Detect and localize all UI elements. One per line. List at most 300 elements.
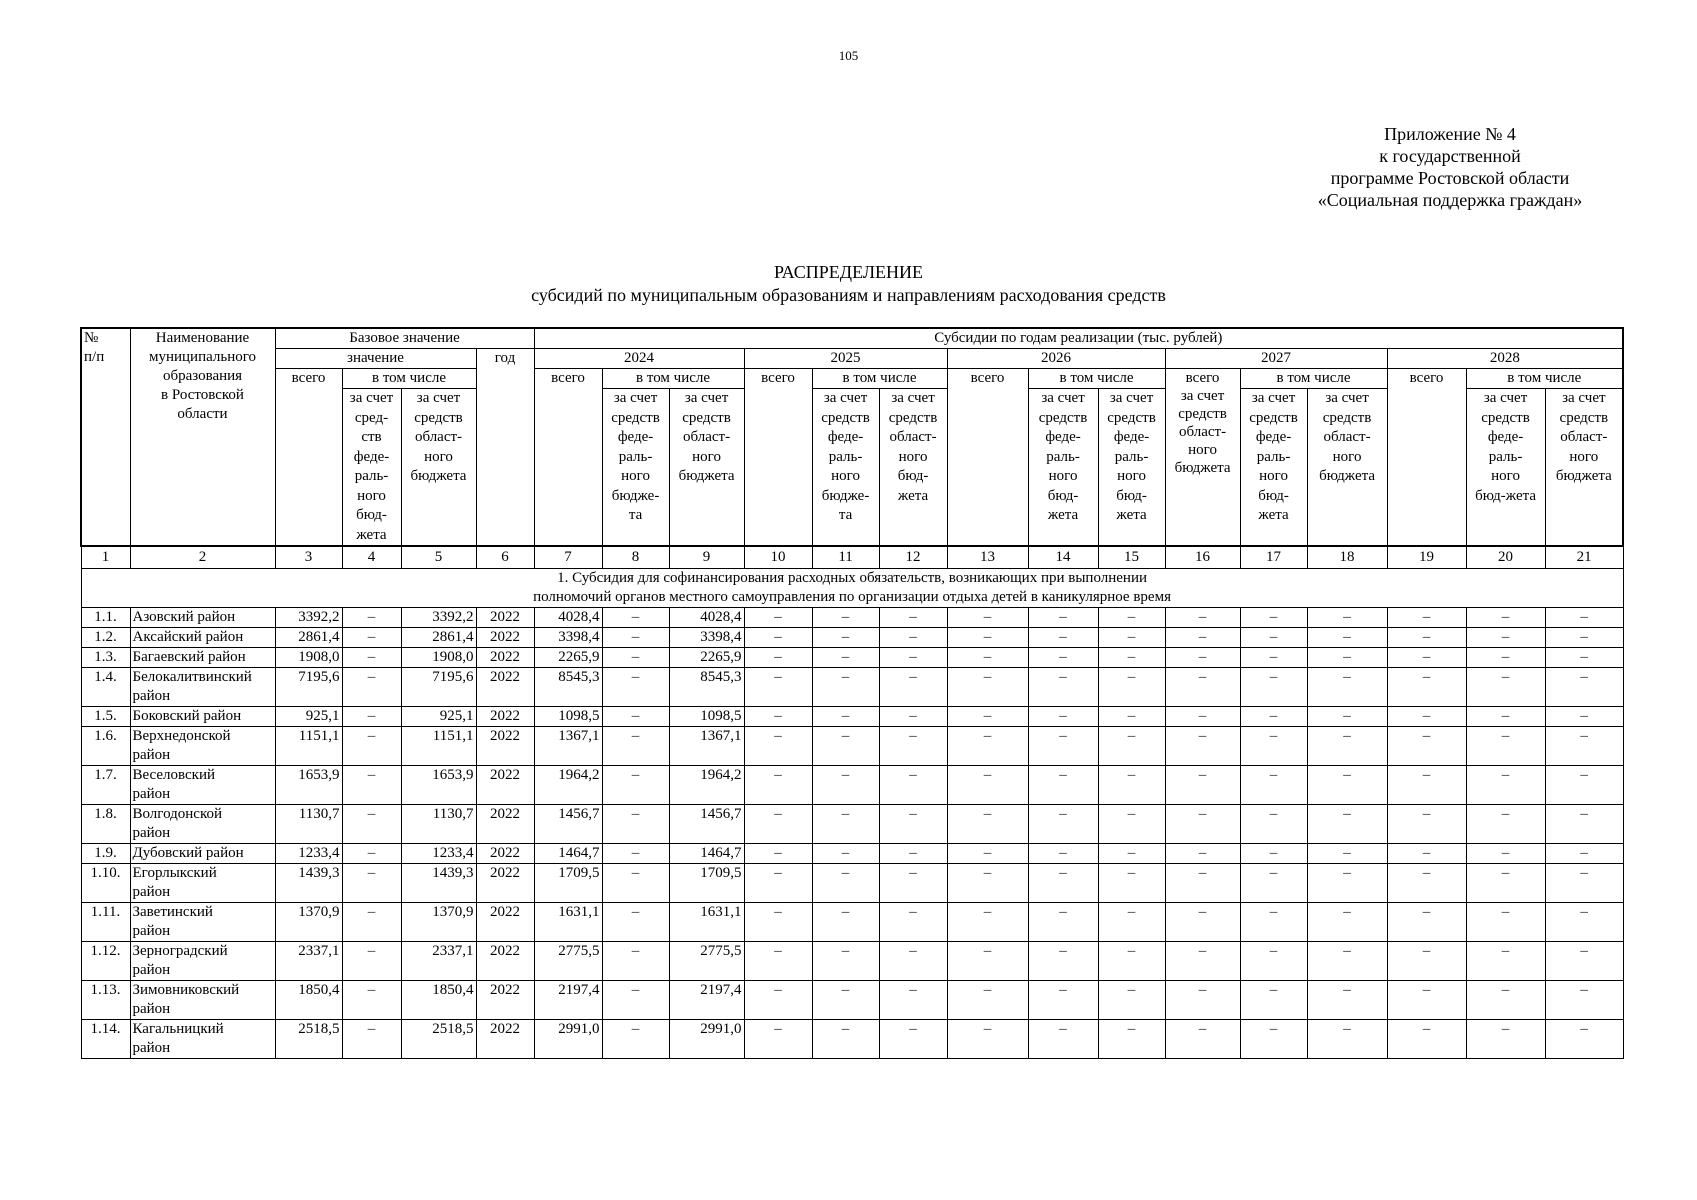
base-year: 2022 <box>476 942 534 981</box>
title-subtitle: субсидий по муниципальным образованиям и направлениям расходования средств <box>531 285 1166 305</box>
empty-value-cell: – <box>1387 903 1466 942</box>
empty-value-cell: – <box>744 668 812 707</box>
column-number: 9 <box>669 546 744 569</box>
municipality-name <box>130 668 275 707</box>
header-including: в том числе <box>342 369 476 389</box>
municipality-name <box>130 844 275 864</box>
header-year-2027: 2027 <box>1165 349 1387 369</box>
empty-value-cell: – <box>812 727 879 766</box>
empty-value-cell: – <box>812 864 879 903</box>
empty-value-cell: – <box>1466 1020 1545 1059</box>
empty-value-cell: – <box>1240 707 1307 727</box>
empty-value-cell: – <box>1028 608 1098 628</box>
table-row <box>81 707 1623 727</box>
base-value-federal: – <box>342 668 401 707</box>
base-value-regional: 1850,4 <box>401 981 476 1020</box>
subsidy-2024-federal: – <box>602 981 669 1020</box>
subsidy-2024-federal: – <box>602 864 669 903</box>
header-including: в том числе <box>1028 369 1165 389</box>
table-row <box>81 727 1623 766</box>
empty-value-cell: – <box>1240 1020 1307 1059</box>
empty-value-cell: – <box>879 608 947 628</box>
column-number: 13 <box>947 546 1028 569</box>
empty-value-cell: – <box>1307 864 1387 903</box>
municipality-name-line: Аксайский район <box>132 629 244 645</box>
subsidy-2024-total: 1464,7 <box>534 844 602 864</box>
column-number-row <box>81 546 1623 569</box>
municipality-name-line: район <box>132 1040 171 1056</box>
empty-value-cell: – <box>1466 707 1545 727</box>
base-value-federal: – <box>342 981 401 1020</box>
base-value-federal: – <box>342 864 401 903</box>
base-value-total: 2337,1 <box>275 942 342 981</box>
column-number: 6 <box>476 546 534 569</box>
empty-value-cell: – <box>1545 766 1623 805</box>
empty-value-cell: – <box>1165 903 1240 942</box>
empty-value-cell: – <box>1240 608 1307 628</box>
base-value-federal: – <box>342 727 401 766</box>
empty-value-cell: – <box>1165 628 1240 648</box>
empty-value-cell: – <box>1165 844 1240 864</box>
base-value-federal: – <box>342 903 401 942</box>
empty-value-cell: – <box>1307 727 1387 766</box>
empty-value-cell: – <box>1028 942 1098 981</box>
base-value-federal: – <box>342 628 401 648</box>
header-base-value: Базовое значение <box>275 328 534 349</box>
empty-value-cell: – <box>947 648 1028 668</box>
base-value-regional: 1151,1 <box>401 727 476 766</box>
empty-value-cell: – <box>1545 805 1623 844</box>
empty-value-cell: – <box>812 668 879 707</box>
row-number: 1.4. <box>81 668 130 707</box>
base-value-federal: – <box>342 648 401 668</box>
base-value-total: 1130,7 <box>275 805 342 844</box>
municipality-name <box>130 766 275 805</box>
subsidy-2024-federal: – <box>602 648 669 668</box>
empty-value-cell: – <box>1307 668 1387 707</box>
municipality-name <box>130 942 275 981</box>
column-number: 19 <box>1387 546 1466 569</box>
empty-value-cell: – <box>1387 981 1466 1020</box>
empty-value-cell: – <box>1028 766 1098 805</box>
empty-value-cell: – <box>1098 942 1165 981</box>
empty-value-cell: – <box>1098 628 1165 648</box>
subsidy-2024-regional: 1098,5 <box>669 707 744 727</box>
subsidy-2024-total: 1631,1 <box>534 903 602 942</box>
header-year-2024: 2024 <box>534 349 744 369</box>
base-year: 2022 <box>476 648 534 668</box>
empty-value-cell: – <box>744 864 812 903</box>
empty-value-cell: – <box>812 981 879 1020</box>
appendix-line: к государственной <box>1379 146 1521 166</box>
header-total: всего <box>275 369 342 547</box>
base-value-regional: 2861,4 <box>401 628 476 648</box>
appendix-line: «Социальная поддержка граждан» <box>1317 190 1583 210</box>
table-row <box>81 1020 1623 1059</box>
empty-value-cell: – <box>1028 668 1098 707</box>
empty-value-cell: – <box>1098 648 1165 668</box>
empty-value-cell: – <box>879 981 947 1020</box>
header-year-2026: 2026 <box>947 349 1165 369</box>
column-number: 7 <box>534 546 602 569</box>
empty-value-cell: – <box>879 766 947 805</box>
empty-value-cell: – <box>744 707 812 727</box>
empty-value-cell: – <box>1028 844 1098 864</box>
subsidy-2024-federal: – <box>602 844 669 864</box>
base-value-federal: – <box>342 844 401 864</box>
empty-value-cell: – <box>1466 648 1545 668</box>
column-number: 11 <box>812 546 879 569</box>
subsidy-2024-regional: 1456,7 <box>669 805 744 844</box>
empty-value-cell: – <box>1028 805 1098 844</box>
subsidy-2024-regional: 1964,2 <box>669 766 744 805</box>
column-number: 14 <box>1028 546 1098 569</box>
empty-value-cell: – <box>1028 727 1098 766</box>
subsidy-2024-regional: 1709,5 <box>669 864 744 903</box>
municipality-name-line: Зерноградский <box>132 943 228 959</box>
empty-value-cell: – <box>1098 903 1165 942</box>
empty-value-cell: – <box>1466 668 1545 707</box>
empty-value-cell: – <box>1545 727 1623 766</box>
empty-value-cell: – <box>879 844 947 864</box>
empty-value-cell: – <box>1165 648 1240 668</box>
empty-value-cell: – <box>879 628 947 648</box>
header-federal-funds: за счет средств феде- раль- ного бюд- жета <box>1098 389 1165 547</box>
municipality-name-line: Боковский район <box>132 708 242 724</box>
row-number: 1.1. <box>81 608 130 628</box>
column-number: 18 <box>1307 546 1387 569</box>
empty-value-cell: – <box>1545 707 1623 727</box>
table-row <box>81 864 1623 903</box>
subsidy-2024-federal: – <box>602 608 669 628</box>
municipality-name-line: район <box>132 923 171 939</box>
empty-value-cell: – <box>1545 981 1623 1020</box>
empty-value-cell: – <box>1307 766 1387 805</box>
header-federal-funds: за счет средств феде- раль- ного бюд- жета <box>1028 389 1098 547</box>
subsidy-2024-total: 1367,1 <box>534 727 602 766</box>
appendix-line: Приложение № 4 <box>1384 124 1516 144</box>
empty-value-cell: – <box>1240 981 1307 1020</box>
empty-value-cell: – <box>1387 648 1466 668</box>
base-year: 2022 <box>476 608 534 628</box>
subsidy-2024-federal: – <box>602 1020 669 1059</box>
header-year-2025: 2025 <box>744 349 947 369</box>
base-value-total: 2861,4 <box>275 628 342 648</box>
subsidy-2024-total: 4028,4 <box>534 608 602 628</box>
subsidy-2024-total: 2197,4 <box>534 981 602 1020</box>
subsidy-2024-federal: – <box>602 628 669 648</box>
base-value-total: 7195,6 <box>275 668 342 707</box>
empty-value-cell: – <box>744 903 812 942</box>
header-regional-funds: за счет средств област- ного бюджета <box>1307 389 1387 547</box>
empty-value-cell: – <box>947 864 1028 903</box>
empty-value-cell: – <box>947 844 1028 864</box>
empty-value-cell: – <box>812 942 879 981</box>
empty-value-cell: – <box>1028 648 1098 668</box>
subsidy-2024-regional: 2265,9 <box>669 648 744 668</box>
empty-value-cell: – <box>812 707 879 727</box>
municipality-name-line: Белокалитвинский <box>132 669 252 685</box>
base-value-regional: 3392,2 <box>401 608 476 628</box>
municipality-name <box>130 903 275 942</box>
municipality-name-line: район <box>132 1001 171 1017</box>
empty-value-cell: – <box>879 805 947 844</box>
header-subsidies: Субсидии по годам реализации (тыс. рублей) <box>534 328 1623 349</box>
empty-value-cell: – <box>1466 727 1545 766</box>
table-row <box>81 766 1623 805</box>
header-regional-funds: за счет средств област- ного бюджета <box>669 389 744 547</box>
subsidy-2024-regional: 3398,4 <box>669 628 744 648</box>
empty-value-cell: – <box>1165 707 1240 727</box>
subsidy-2024-federal: – <box>602 727 669 766</box>
header-regional-funds: за счет средств област- ного бюджета <box>1545 389 1623 547</box>
empty-value-cell: – <box>1387 707 1466 727</box>
empty-value-cell: – <box>1098 608 1165 628</box>
base-year: 2022 <box>476 1020 534 1059</box>
base-value-regional: 925,1 <box>401 707 476 727</box>
empty-value-cell: – <box>1307 903 1387 942</box>
empty-value-cell: – <box>1307 805 1387 844</box>
header-including: в том числе <box>1466 369 1623 389</box>
empty-value-cell: – <box>744 805 812 844</box>
empty-value-cell: – <box>812 766 879 805</box>
data-rows <box>81 608 1623 1059</box>
empty-value-cell: – <box>1307 648 1387 668</box>
empty-value-cell: – <box>1466 903 1545 942</box>
row-number: 1.14. <box>81 1020 130 1059</box>
municipality-name-line: район <box>132 962 171 978</box>
empty-value-cell: – <box>1028 707 1098 727</box>
column-number: 17 <box>1240 546 1307 569</box>
empty-value-cell: – <box>812 608 879 628</box>
empty-value-cell: – <box>1545 864 1623 903</box>
subsidy-2024-total: 3398,4 <box>534 628 602 648</box>
subsidy-2024-total: 1964,2 <box>534 766 602 805</box>
empty-value-cell: – <box>1165 608 1240 628</box>
empty-value-cell: – <box>1240 903 1307 942</box>
empty-value-cell: – <box>1466 864 1545 903</box>
column-number: 3 <box>275 546 342 569</box>
empty-value-cell: – <box>947 981 1028 1020</box>
empty-value-cell: – <box>1165 668 1240 707</box>
empty-value-cell: – <box>1098 805 1165 844</box>
empty-value-cell: – <box>812 1020 879 1059</box>
base-value-regional: 1370,9 <box>401 903 476 942</box>
subsidy-2024-federal: – <box>602 766 669 805</box>
base-value-regional: 2518,5 <box>401 1020 476 1059</box>
base-year: 2022 <box>476 707 534 727</box>
base-year: 2022 <box>476 805 534 844</box>
municipality-name <box>130 628 275 648</box>
empty-value-cell: – <box>1545 648 1623 668</box>
empty-value-cell: – <box>1165 727 1240 766</box>
municipality-name <box>130 707 275 727</box>
municipality-name-line: район <box>132 688 171 704</box>
header-including: в том числе <box>812 369 947 389</box>
subsidy-2024-regional: 1464,7 <box>669 844 744 864</box>
base-value-regional: 2337,1 <box>401 942 476 981</box>
subsidy-2024-federal: – <box>602 668 669 707</box>
empty-value-cell: – <box>1466 844 1545 864</box>
empty-value-cell: – <box>1098 707 1165 727</box>
column-number: 5 <box>401 546 476 569</box>
table-row <box>81 668 1623 707</box>
empty-value-cell: – <box>947 766 1028 805</box>
empty-value-cell: – <box>812 805 879 844</box>
table-row <box>81 981 1623 1020</box>
empty-value-cell: – <box>1387 1020 1466 1059</box>
empty-value-cell: – <box>947 707 1028 727</box>
empty-value-cell: – <box>1098 727 1165 766</box>
empty-value-cell: – <box>1545 608 1623 628</box>
municipality-name-line: Багаевский район <box>132 649 246 665</box>
base-value-total: 1908,0 <box>275 648 342 668</box>
empty-value-cell: – <box>1307 608 1387 628</box>
column-number: 21 <box>1545 546 1623 569</box>
empty-value-cell: – <box>1098 766 1165 805</box>
subsidy-distribution-table <box>80 327 1624 1059</box>
empty-value-cell: – <box>1240 766 1307 805</box>
base-value-total: 1439,3 <box>275 864 342 903</box>
column-number: 15 <box>1098 546 1165 569</box>
empty-value-cell: – <box>1466 766 1545 805</box>
base-value-total: 925,1 <box>275 707 342 727</box>
municipality-name <box>130 981 275 1020</box>
base-year: 2022 <box>476 844 534 864</box>
municipality-name-line: Веселовский <box>132 767 216 783</box>
row-number: 1.9. <box>81 844 130 864</box>
empty-value-cell: – <box>744 766 812 805</box>
municipality-name-line: Заветинский <box>132 904 213 920</box>
header-including: в том числе <box>1240 369 1387 389</box>
subsidy-2024-regional: 1367,1 <box>669 727 744 766</box>
empty-value-cell: – <box>1545 668 1623 707</box>
base-value-federal: – <box>342 805 401 844</box>
empty-value-cell: – <box>1307 942 1387 981</box>
base-value-total: 1850,4 <box>275 981 342 1020</box>
subsidy-2024-regional: 1631,1 <box>669 903 744 942</box>
subsidy-2024-regional: 2775,5 <box>669 942 744 981</box>
empty-value-cell: – <box>1240 844 1307 864</box>
base-value-regional: 1908,0 <box>401 648 476 668</box>
empty-value-cell: – <box>1545 942 1623 981</box>
table-row <box>81 628 1623 648</box>
column-number: 10 <box>744 546 812 569</box>
empty-value-cell: – <box>1165 1020 1240 1059</box>
table-row <box>81 648 1623 668</box>
subsidy-2024-regional: 2991,0 <box>669 1020 744 1059</box>
empty-value-cell: – <box>947 628 1028 648</box>
row-number: 1.8. <box>81 805 130 844</box>
column-number: 8 <box>602 546 669 569</box>
municipality-name <box>130 864 275 903</box>
empty-value-cell: – <box>947 668 1028 707</box>
header-value: значение <box>275 349 476 369</box>
empty-value-cell: – <box>812 903 879 942</box>
empty-value-cell: – <box>744 981 812 1020</box>
empty-value-cell: – <box>1387 628 1466 648</box>
empty-value-cell: – <box>1098 844 1165 864</box>
empty-value-cell: – <box>1466 981 1545 1020</box>
base-value-federal: – <box>342 1020 401 1059</box>
empty-value-cell: – <box>1387 844 1466 864</box>
empty-value-cell: – <box>879 648 947 668</box>
header-federal-funds: за счет средств феде- раль- ного бюдже- та <box>602 389 669 547</box>
empty-value-cell: – <box>879 864 947 903</box>
base-value-federal: – <box>342 942 401 981</box>
column-number: 1 <box>81 546 130 569</box>
header-total: всего <box>534 369 602 547</box>
empty-value-cell: – <box>1307 844 1387 864</box>
empty-value-cell: – <box>744 648 812 668</box>
header-total: всего <box>947 369 1028 547</box>
base-year: 2022 <box>476 668 534 707</box>
subsidy-2024-total: 1709,5 <box>534 864 602 903</box>
municipality-name <box>130 648 275 668</box>
header-year-2028: 2028 <box>1387 349 1623 369</box>
empty-value-cell: – <box>1387 805 1466 844</box>
subsidy-2024-federal: – <box>602 942 669 981</box>
header-federal-funds: за счет средств феде- раль- ного бюдже- та <box>812 389 879 547</box>
empty-value-cell: – <box>812 628 879 648</box>
municipality-name <box>130 727 275 766</box>
empty-value-cell: – <box>1307 628 1387 648</box>
base-value-federal: – <box>342 766 401 805</box>
subsidy-2024-federal: – <box>602 903 669 942</box>
header-federal-funds: за счет сред- ств феде- раль- ного бюд- жета <box>342 389 401 547</box>
base-value-regional: 1233,4 <box>401 844 476 864</box>
base-year: 2022 <box>476 981 534 1020</box>
empty-value-cell: – <box>1028 903 1098 942</box>
table-row <box>81 805 1623 844</box>
base-value-regional: 7195,6 <box>401 668 476 707</box>
header-total: всего <box>1387 369 1466 547</box>
empty-value-cell: – <box>947 805 1028 844</box>
appendix-note <box>1280 123 1620 211</box>
appendix-line: программе Ростовской области <box>1330 168 1570 188</box>
base-year: 2022 <box>476 903 534 942</box>
empty-value-cell: – <box>1307 1020 1387 1059</box>
empty-value-cell: – <box>1387 942 1466 981</box>
municipality-name-line: Егорлыкский <box>132 865 217 881</box>
row-number: 1.13. <box>81 981 130 1020</box>
empty-value-cell: – <box>1028 1020 1098 1059</box>
municipality-name-line: Азовский район <box>132 609 236 625</box>
municipality-name <box>130 805 275 844</box>
page-number: 105 <box>838 48 859 63</box>
base-value-regional: 1653,9 <box>401 766 476 805</box>
empty-value-cell: – <box>879 903 947 942</box>
municipality-name-line: Верхнедонской <box>132 728 231 744</box>
municipality-name-line: район <box>132 747 171 763</box>
empty-value-cell: – <box>1466 608 1545 628</box>
header-including: в том числе <box>602 369 744 389</box>
empty-value-cell: – <box>879 942 947 981</box>
section-row <box>81 569 1623 608</box>
empty-value-cell: – <box>1240 805 1307 844</box>
municipality-name-line: район <box>132 786 171 802</box>
base-value-federal: – <box>342 707 401 727</box>
empty-value-cell: – <box>1466 628 1545 648</box>
header-regional-funds: за счет средств област- ного бюджета <box>401 389 476 547</box>
row-number: 1.11. <box>81 903 130 942</box>
empty-value-cell: – <box>879 1020 947 1059</box>
subsidy-2024-total: 8545,3 <box>534 668 602 707</box>
empty-value-cell: – <box>1387 727 1466 766</box>
empty-value-cell: – <box>1098 864 1165 903</box>
table-row <box>81 844 1623 864</box>
row-number: 1.12. <box>81 942 130 981</box>
